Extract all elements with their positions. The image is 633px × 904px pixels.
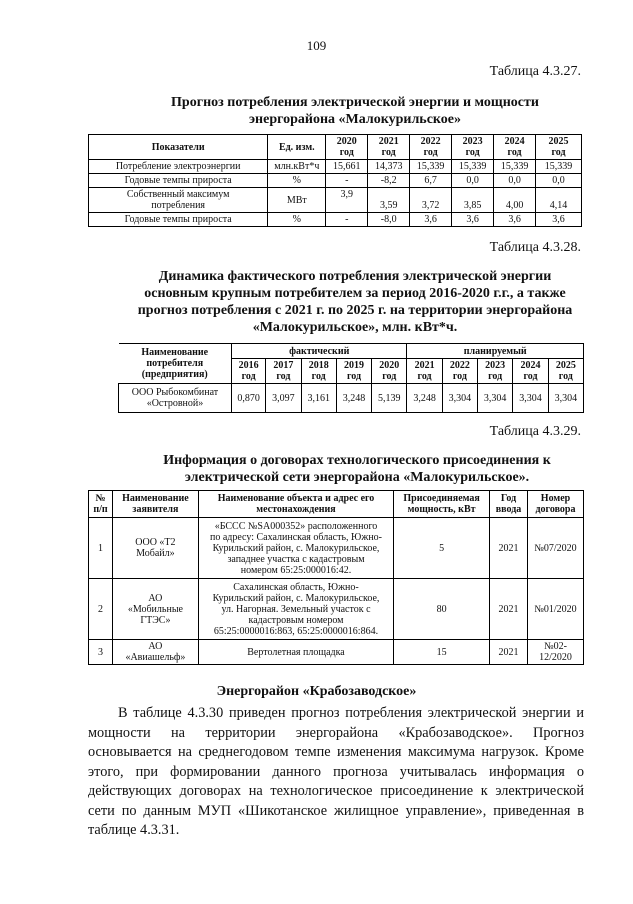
- applicant-cell: АО «Авиашельф»: [112, 640, 198, 665]
- table-title-line: Динамика фактического потребления электрической энергии: [158, 269, 552, 284]
- value-cell: 3,161: [301, 384, 336, 413]
- header-cell: Год ввода: [490, 491, 528, 518]
- object-cell: «БСCС №SA000352» расположенного по адресу: Сахалинская область, Южно- Курильский район, с. Малокурильское, западнее участка с кадастровым номером 65:25:000016:42.: [198, 518, 393, 579]
- power-cell: 15: [394, 640, 490, 665]
- value-cell: 3,72: [410, 188, 452, 213]
- table-title-line: основным крупным потребителем за период 2016-2020 г.г., а также: [144, 286, 566, 301]
- body-line: таблице 4.3.31.: [88, 822, 180, 838]
- value-cell: 3,85: [452, 188, 494, 213]
- value-cell: -8,2: [368, 174, 410, 188]
- value-cell: 4,14: [536, 188, 582, 213]
- year-cell: 2021: [490, 518, 528, 579]
- table-title: [75, 268, 633, 336]
- value-cell: 3,304: [442, 384, 477, 413]
- year-header: 2017 год: [266, 359, 301, 384]
- year-header: 2020 год: [326, 135, 368, 160]
- value-cell: 3,59: [368, 188, 410, 213]
- year-header: 2024 год: [494, 135, 536, 160]
- page-number: 109: [306, 38, 327, 53]
- value-cell: 15,339: [410, 160, 452, 174]
- year-header: 2025 год: [536, 135, 582, 160]
- value-cell: 0,0: [494, 174, 536, 188]
- row-number: 2: [89, 579, 113, 640]
- table-row: [89, 188, 582, 213]
- row-number: 3: [89, 640, 113, 665]
- body-line: сети по данным МУП «Шикотанское жилищное управление», приведенная в: [88, 802, 584, 819]
- year-header: 2024 год: [513, 359, 548, 384]
- year-header: 2021 год: [368, 135, 410, 160]
- body-line: мощности на территории энергорайона «Крабозаводское». Прогноз: [88, 724, 584, 741]
- year-header: 2016 год: [231, 359, 265, 384]
- power-cell: 80: [394, 579, 490, 640]
- unit-cell: млн.кВт*ч: [268, 160, 326, 174]
- year-header: 2019 год: [336, 359, 371, 384]
- header-cell: Ед. изм.: [268, 135, 326, 160]
- value-cell: 3,304: [478, 384, 513, 413]
- unit-cell: %: [268, 213, 326, 227]
- table-title-line: электрической сети энергорайона «Малокурильское».: [184, 470, 530, 485]
- year-header: 2023 год: [478, 359, 513, 384]
- section-body: [88, 704, 584, 841]
- year-header: 2022 год: [442, 359, 477, 384]
- object-cell: Сахалинская область, Южно- Курильский район, с. Малокурильское, ул. Нагорная. Земельный участок с кадастровым номером 65:25:0000016:863, 65:25:0000016:864.: [198, 579, 393, 640]
- value-cell: 4,00: [494, 188, 536, 213]
- value-cell: 3,9: [326, 188, 368, 213]
- unit-cell: МВт: [268, 188, 326, 213]
- value-cell: 0,870: [231, 384, 265, 413]
- row-number: 1: [89, 518, 113, 579]
- value-cell: 15,339: [536, 160, 582, 174]
- table-title: [60, 94, 633, 128]
- header-group-actual: фактический: [231, 344, 406, 359]
- value-cell: 0,0: [536, 174, 582, 188]
- header-group-planned: планируемый: [407, 344, 584, 359]
- unit-cell: %: [268, 174, 326, 188]
- object-cell: Вертолетная площадка: [198, 640, 393, 665]
- value-cell: -: [326, 174, 368, 188]
- table-label: Таблица 4.3.29.: [489, 424, 581, 439]
- table-title-line: энергорайона «Малокурильское»: [248, 112, 462, 127]
- value-cell: 6,7: [410, 174, 452, 188]
- value-cell: 3,6: [494, 213, 536, 227]
- table-header-row: [89, 491, 584, 518]
- year-header: 2022 год: [410, 135, 452, 160]
- contract-cell: №02- 12/2020: [528, 640, 584, 665]
- contract-cell: №07/2020: [528, 518, 584, 579]
- connection-contracts-table: [88, 490, 584, 665]
- value-cell: 5,139: [372, 384, 407, 413]
- year-header: 2023 год: [452, 135, 494, 160]
- table-title-line: Прогноз потребления электрической энергии и мощности: [171, 95, 539, 110]
- header-cell: Номер договора: [528, 491, 584, 518]
- value-cell: 3,304: [548, 384, 583, 413]
- table-label: Таблица 4.3.28.: [489, 240, 581, 255]
- table-row: [89, 213, 582, 227]
- value-cell: 3,248: [407, 384, 442, 413]
- value-cell: -8,0: [368, 213, 410, 227]
- header-cell: № п/п: [89, 491, 113, 518]
- header-cell: Наименование объекта и адрес его местонахождения: [198, 491, 393, 518]
- table-row: [89, 579, 584, 640]
- value-cell: 0,0: [452, 174, 494, 188]
- section-title: Энергорайон «Крабозаводское»: [216, 684, 417, 699]
- value-cell: 3,6: [410, 213, 452, 227]
- body-line: действующих договорах на технологическое присоединение к электрической: [88, 783, 584, 799]
- table-row: [89, 174, 582, 188]
- power-cell: 5: [394, 518, 490, 579]
- table-header-row: [119, 344, 584, 359]
- table-label: Таблица 4.3.27.: [489, 64, 581, 79]
- actual-consumption-table: [118, 343, 584, 413]
- row-label: ООО Рыбокомбинат «Островной»: [119, 384, 232, 413]
- table-title: [62, 452, 633, 486]
- table-title-line: прогноз потребления с 2021 г. по 2025 г. на территории энергорайона: [137, 303, 573, 318]
- row-label: Годовые темпы прироста: [89, 213, 268, 227]
- year-header: 2025 год: [548, 359, 583, 384]
- year-header: 2018 год: [301, 359, 336, 384]
- header-cell: Наименование заявителя: [112, 491, 198, 518]
- header-cell: Наименование потребителя (предприятия): [119, 344, 232, 384]
- applicant-cell: ООО «Т2 Мобайл»: [112, 518, 198, 579]
- value-cell: 3,304: [513, 384, 548, 413]
- value-cell: 3,097: [266, 384, 301, 413]
- table-title-line: Информация о договорах технологического присоединения к: [163, 453, 551, 468]
- body-line: В таблице 4.3.30 приведен прогноз потребления электрической энергии и: [118, 705, 584, 721]
- table-row: [89, 518, 584, 579]
- table-row: [89, 160, 582, 174]
- year-cell: 2021: [490, 579, 528, 640]
- body-line: основывается на среднегодовом темпе изменения максимума нагрузок. Кроме: [88, 744, 584, 760]
- contract-cell: №01/2020: [528, 579, 584, 640]
- year-cell: 2021: [490, 640, 528, 665]
- value-cell: 3,248: [336, 384, 371, 413]
- table-row: [119, 384, 584, 413]
- row-label: Потребление электроэнергии: [89, 160, 268, 174]
- body-line: этого, при формировании данного прогноза учитывалась информация о: [88, 763, 584, 780]
- value-cell: 14,373: [368, 160, 410, 174]
- year-header: 2020 год: [372, 359, 407, 384]
- applicant-cell: АО «Мобильные ГТЭС»: [112, 579, 198, 640]
- header-cell: Показатели: [89, 135, 268, 160]
- table-title-line: «Малокурильское», млн. кВт*ч.: [252, 320, 458, 335]
- row-label: Годовые темпы прироста: [89, 174, 268, 188]
- table-header-row: [89, 135, 582, 160]
- value-cell: 3,6: [536, 213, 582, 227]
- value-cell: 3,6: [452, 213, 494, 227]
- value-cell: 15,339: [494, 160, 536, 174]
- year-header: 2021 год: [407, 359, 442, 384]
- row-label: Собственный максимум потребления: [89, 188, 268, 213]
- header-cell: Присоединяемая мощность, кВт: [394, 491, 490, 518]
- consumption-forecast-table: [88, 134, 582, 227]
- table-row: [89, 640, 584, 665]
- value-cell: -: [326, 213, 368, 227]
- value-cell: 15,661: [326, 160, 368, 174]
- value-cell: 15,339: [452, 160, 494, 174]
